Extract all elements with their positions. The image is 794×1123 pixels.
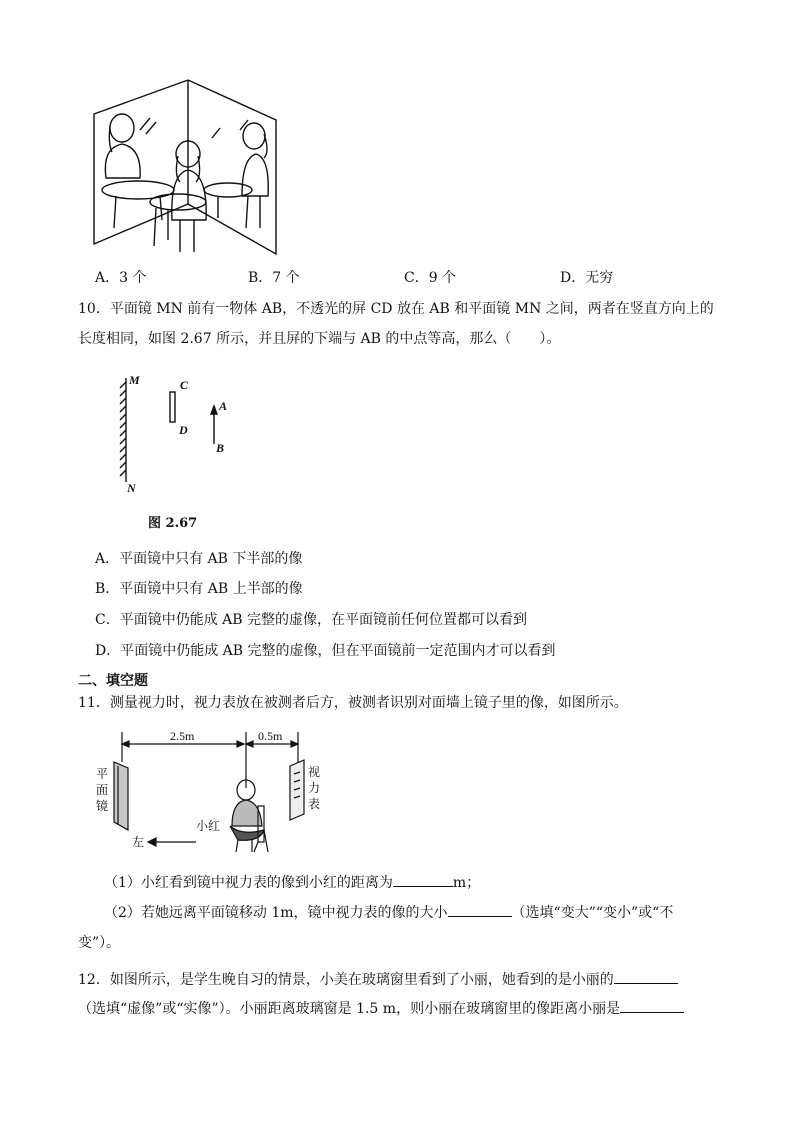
section-title-fill-blank: 二、填空题: [78, 673, 148, 689]
q9-option-b[interactable]: B．7 个: [248, 270, 300, 286]
q11-person-label: 小红: [196, 819, 221, 833]
label-b: B: [216, 441, 225, 455]
q11-stem: 11．测量视力时，视力表放在被测者后方，被测者识别对面墙上镜子里的像，如图所示。: [78, 695, 628, 711]
q9-option-a[interactable]: A．3 个: [95, 270, 147, 286]
q12-blank1[interactable]: [614, 969, 678, 984]
q10-option-b[interactable]: B．平面镜中只有 AB 上半部的像: [95, 581, 303, 597]
label-n: N: [127, 481, 136, 495]
q11-sub1-text-pre: （1）小红看到镜中视力表的像到小红的距离为: [104, 875, 393, 891]
q9-option-c[interactable]: C．9 个: [404, 270, 457, 286]
q11-sub1-text-post: m；: [452, 875, 481, 891]
label-d: D: [179, 423, 188, 437]
q11-chart-char2: 力: [308, 781, 321, 795]
q12-line1: [78, 969, 678, 990]
q11-chart-char3: 表: [308, 797, 321, 811]
q11-mirror-char3: 镜: [96, 799, 109, 813]
q10-stem-line1: 10．平面镜 MN 前有一物体 AB，不透光的屏 CD 放在 AB 和平面镜 MN 之间，两者在竖直方向上的: [78, 301, 714, 317]
q12-line2: [78, 998, 684, 1019]
q11-dist-left: 2.5m: [170, 729, 195, 743]
label-m: M: [129, 373, 140, 387]
q10-option-c[interactable]: C．平面镜中仍能成 AB 完整的虚像，在平面镜前任何位置都可以看到: [95, 612, 528, 628]
q11-sub2-blank[interactable]: [448, 902, 512, 917]
q11-direction-label: 左: [132, 835, 145, 849]
q11-sub2-line2: 变”）。: [78, 935, 121, 951]
q12-line2-text: （选填“虚像”或“实像”）。小丽距离玻璃窗是 1.5 m，则小丽在玻璃窗里的像距离小丽是: [78, 1001, 621, 1017]
q9-option-d[interactable]: D．无穷: [560, 270, 614, 286]
q10-figure-mirror-screen: [112, 368, 242, 498]
q11-mirror-char1: 平: [96, 767, 109, 781]
q11-sub2-text-post: （选填“变大”“变小”或“不: [511, 905, 674, 921]
q11-sub1-blank[interactable]: [393, 872, 453, 887]
label-a: A: [219, 399, 228, 413]
q11-sub1: [104, 872, 480, 893]
q10-option-a[interactable]: A．平面镜中只有 AB 下半部的像: [95, 551, 303, 567]
q12-line1-text: 12．如图所示，是学生晚自习的情景，小美在玻璃窗里看到了小丽，她看到的是小丽的: [78, 972, 614, 988]
q11-chart-char1: 视: [308, 765, 321, 779]
label-c: C: [180, 378, 189, 392]
q9-figure-corner-mirrors: [92, 78, 292, 258]
q11-sub2-text-pre: （2）若她远离平面镜移动 1m，镜中视力表的像的大小: [104, 905, 448, 921]
q11-figure-eye-test: [92, 726, 332, 858]
q10-option-d[interactable]: D．平面镜中仍能成 AB 完整的虚像，但在平面镜前一定范围内才可以看到: [95, 643, 556, 659]
q11-sub2: [104, 902, 673, 923]
q10-figure-caption: 图 2.67: [148, 516, 198, 531]
q10-stem-line2: 长度相同，如图 2.67 所示，并且屏的下端与 AB 的中点等高，那么（ ）。: [78, 331, 561, 347]
q12-blank2[interactable]: [620, 998, 684, 1013]
q11-dist-right: 0.5m: [258, 729, 283, 743]
q11-mirror-char2: 面: [96, 783, 109, 797]
